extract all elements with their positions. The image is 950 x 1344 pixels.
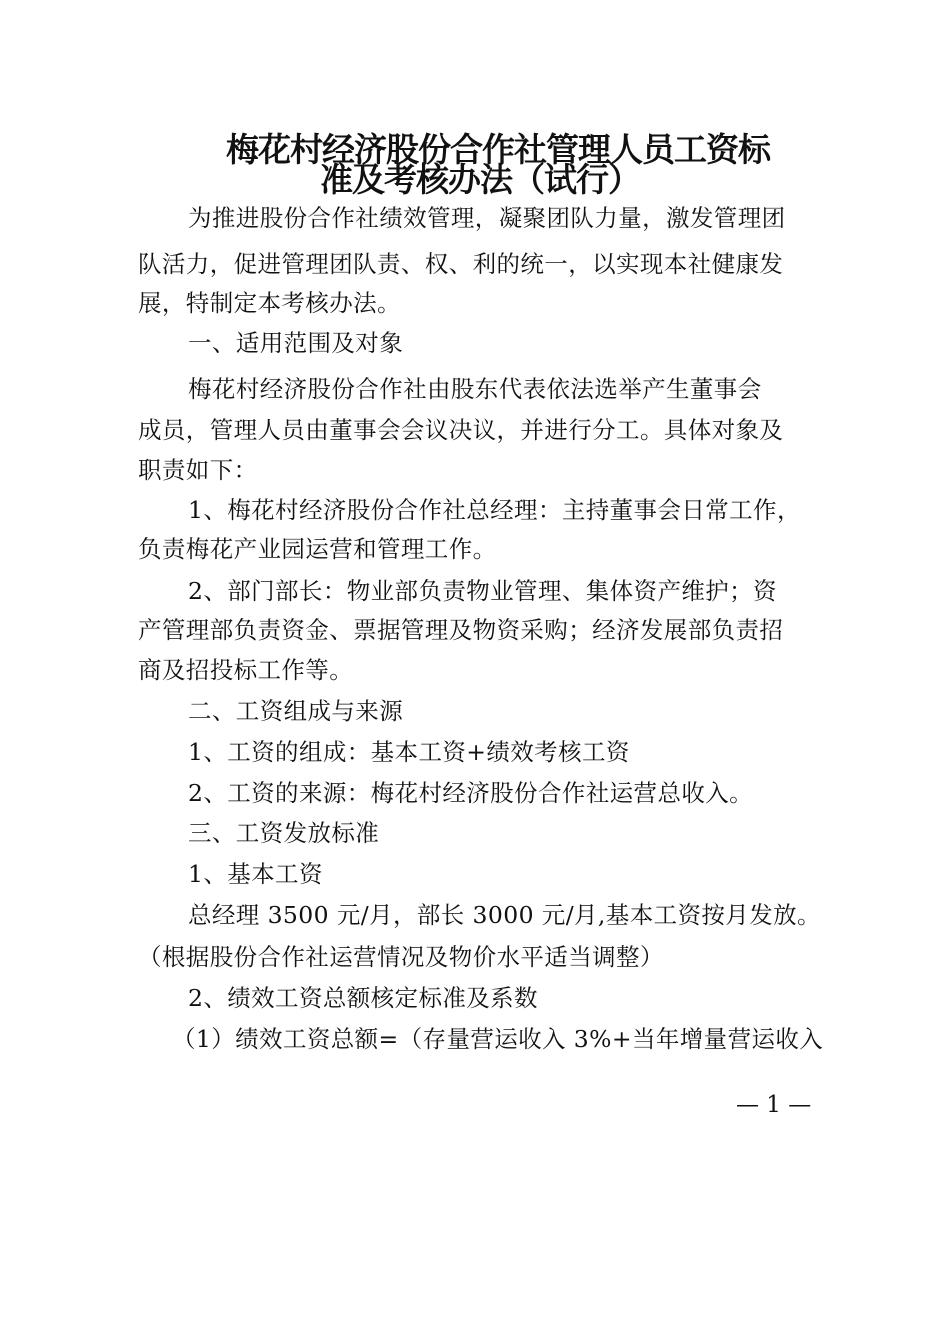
intro-paragraph-line: 队活力，促进管理团队责、权、利的统一，以实现本社健康发: [138, 250, 784, 278]
body-paragraph-line: （1）绩效工资总额=（存量营运收入 3%+当年增量营运收入: [172, 1025, 824, 1053]
subsection-heading: 1、基本工资: [188, 860, 323, 888]
body-paragraph-line: 1、工资的组成：基本工资+绩效考核工资: [188, 738, 630, 766]
intro-paragraph-line: 为推进股份合作社绩效管理，凝聚团队力量，激发管理团: [188, 204, 786, 232]
body-paragraph-line: 职责如下：: [138, 456, 258, 484]
body-paragraph-line: 负责梅花产业园运营和管理工作。: [138, 535, 497, 563]
body-paragraph-line: 商及招投标工作等。: [138, 656, 354, 684]
page-number: — 1 —: [736, 1092, 812, 1118]
section-heading: 三、工资发放标准: [188, 819, 380, 847]
body-paragraph-line: （根据股份合作社运营情况及物价水平适当调整）: [138, 943, 664, 971]
body-paragraph-line: 产管理部负责资金、票据管理及物资采购；经济发展部负责招: [138, 616, 784, 644]
document-title-line-1: 梅花村经济股份合作社管理人员工资标: [226, 130, 770, 169]
section-heading: 二、工资组成与来源: [188, 697, 404, 725]
body-paragraph-line: 1、梅花村经济股份合作社总经理：主持董事会日常工作，: [188, 496, 801, 524]
subsection-heading: 2、绩效工资总额核定标准及系数: [188, 984, 538, 1012]
document-title-line-2: 准及考核办法（试行）: [320, 160, 640, 199]
body-paragraph-line: 总经理 3500 元/月，部长 3000 元/月,基本工资按月发放。: [188, 901, 821, 929]
body-paragraph-line: 成员，管理人员由董事会会议决议，并进行分工。具体对象及: [138, 416, 784, 444]
intro-paragraph-line: 展，特制定本考核办法。: [138, 289, 401, 317]
body-paragraph-line: 梅花村经济股份合作社由股东代表依法选举产生董事会: [188, 375, 762, 403]
section-heading: 一、适用范围及对象: [188, 329, 404, 357]
body-paragraph-line: 2、部门部长：物业部负责物业管理、集体资产维护；资: [188, 577, 777, 605]
body-paragraph-line: 2、工资的来源：梅花村经济股份合作社运营总收入。: [188, 779, 754, 807]
